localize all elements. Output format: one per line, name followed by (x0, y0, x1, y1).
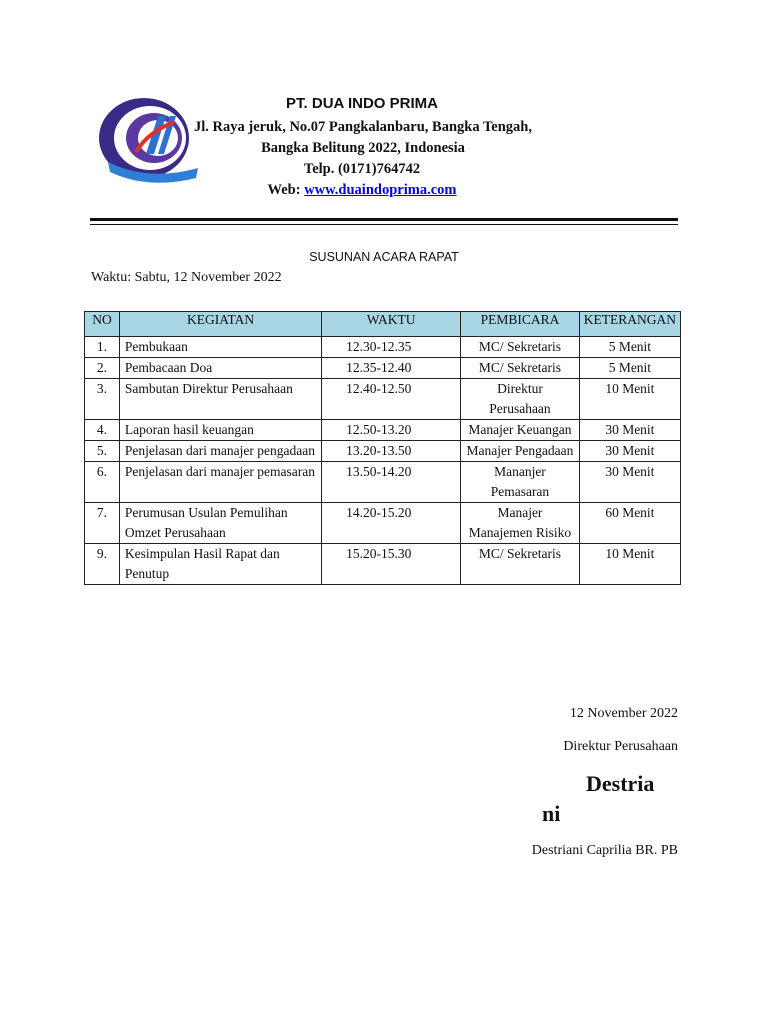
web-line (200, 182, 524, 199)
cell-keterangan: 5 Menit (579, 358, 680, 379)
cell-no: 9. (85, 544, 120, 585)
col-header-waktu: WAKTU (322, 312, 461, 337)
cell-kegiatan: Penjelasan dari manajer pemasaran (119, 462, 321, 503)
cell-no: 1. (85, 337, 120, 358)
table-row (85, 420, 681, 441)
cell-keterangan: 30 Menit (579, 420, 680, 441)
col-header-pembicara: PEMBICARA (461, 312, 580, 337)
header-divider-thick (90, 218, 678, 221)
web-label: Web: (267, 182, 305, 198)
address-line-1: Jl. Raya jeruk, No.07 Pangkalanbaru, Bangka Tengah, (193, 119, 532, 135)
signature-title: Direktur Perusahaan (563, 739, 678, 754)
cell-pembicara: MC/ Sekretaris (461, 358, 580, 379)
cell-waktu: 13.20-13.50 (322, 441, 461, 462)
cell-kegiatan: Pembukaan (119, 337, 321, 358)
signature-mark-part2: ni (542, 801, 561, 826)
signature-date: 12 November 2022 (569, 706, 678, 721)
cell-waktu: 13.50-14.20 (322, 462, 461, 503)
table-row (85, 462, 681, 503)
cell-no: 7. (85, 503, 120, 544)
cell-no: 4. (85, 420, 120, 441)
cell-waktu: 12.40-12.50 (322, 379, 461, 420)
cell-keterangan: 5 Menit (579, 337, 680, 358)
cell-waktu: 15.20-15.30 (322, 544, 461, 585)
document-title: SUSUNAN ACARA RAPAT (309, 250, 459, 264)
col-header-keterangan: KETERANGAN (579, 312, 680, 337)
cell-pembicara: Manajer Pengadaan (461, 441, 580, 462)
cell-keterangan: 10 Menit (579, 544, 680, 585)
cell-pembicara: Mananjer Pemasaran (461, 462, 580, 503)
cell-waktu: 12.35-12.40 (322, 358, 461, 379)
table-row (85, 358, 681, 379)
company-name: PT. DUA INDO PRIMA (286, 95, 438, 112)
web-link[interactable]: www.duaindoprima.com (304, 182, 457, 198)
address-line-2: Bangka Belitung 2022, Indonesia (261, 140, 465, 156)
cell-waktu: 12.50-13.20 (322, 420, 461, 441)
cell-kegiatan: Laporan hasil keuangan (119, 420, 321, 441)
cell-waktu: 14.20-15.20 (322, 503, 461, 544)
cell-pembicara: Manajer Keuangan (461, 420, 580, 441)
cell-keterangan: 30 Menit (579, 462, 680, 503)
table-header-row (85, 312, 681, 337)
cell-kegiatan: Sambutan Direktur Perusahaan (119, 379, 321, 420)
header-divider-thin (90, 224, 678, 225)
cell-no: 6. (85, 462, 120, 503)
cell-keterangan: 10 Menit (579, 379, 680, 420)
cell-no: 3. (85, 379, 120, 420)
cell-kegiatan: Perumusan Usulan Pemulihan Omzet Perusahaan (119, 503, 321, 544)
phone-line: Telp. (0171)764742 (303, 161, 421, 177)
col-header-no: NO (85, 312, 120, 337)
agenda-table (84, 311, 681, 585)
cell-kegiatan: Pembacaan Doa (119, 358, 321, 379)
cell-kegiatan: Kesimpulan Hasil Rapat dan Penutup (119, 544, 321, 585)
cell-no: 5. (85, 441, 120, 462)
cell-pembicara: Direktur Perusahaan (461, 379, 580, 420)
signature-mark-part1: Destria (586, 771, 655, 796)
cell-waktu: 12.30-12.35 (322, 337, 461, 358)
meeting-date: Waktu: Sabtu, 12 November 2022 (91, 270, 282, 285)
cell-keterangan: 60 Menit (579, 503, 680, 544)
table-row (85, 337, 681, 358)
cell-pembicara: MC/ Sekretaris (461, 544, 580, 585)
table-row (85, 441, 681, 462)
cell-pembicara: MC/ Sekretaris (461, 337, 580, 358)
cell-kegiatan: Penjelasan dari manajer pengadaan (119, 441, 321, 462)
cell-pembicara: Manajer Manajemen Risiko (461, 503, 580, 544)
table-row (85, 379, 681, 420)
cell-no: 2. (85, 358, 120, 379)
table-row (85, 544, 681, 585)
signatory-name: Destriani Caprilia BR. PB (531, 843, 678, 858)
cell-keterangan: 30 Menit (579, 441, 680, 462)
table-row (85, 503, 681, 544)
col-header-kegiatan: KEGIATAN (119, 312, 321, 337)
